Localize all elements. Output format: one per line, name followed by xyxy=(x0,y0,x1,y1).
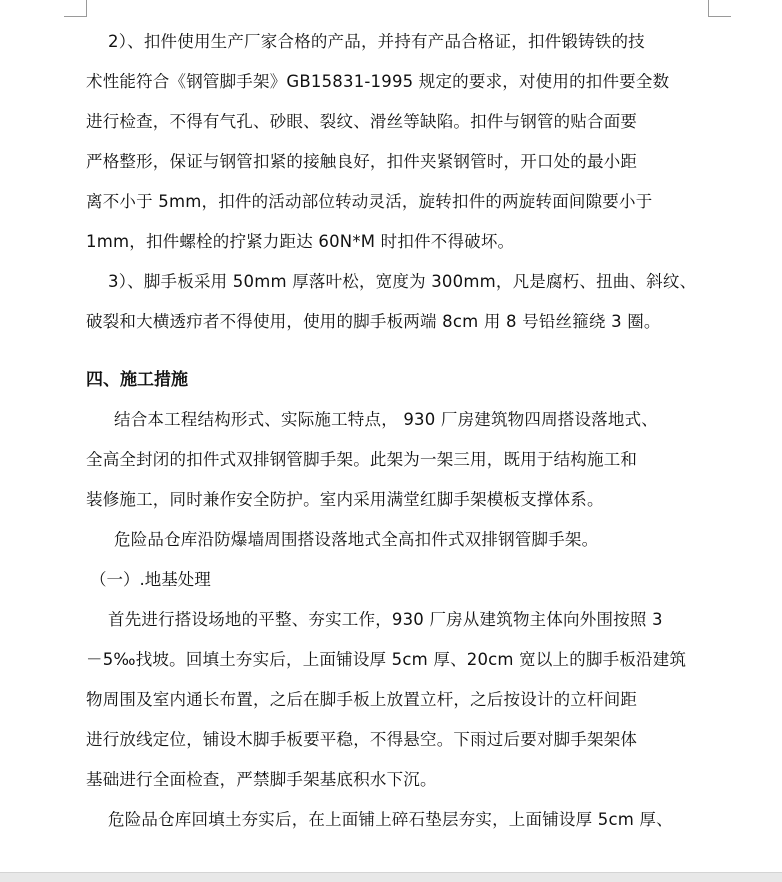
section-heading: 四、施工措施 xyxy=(86,370,188,390)
paragraph-last: 危险品仓库回填土夯实后，在上面铺上碎石垫层夯实，上面铺设厚 5cm 厚、 xyxy=(108,810,673,829)
text-line: 进行检查，不得有气孔、砂眼、裂纹、滑丝等缺陷。扣件与钢管的贴合面要 xyxy=(86,112,638,131)
text-line: 基础进行全面检查，严禁脚手架基底积水下沉。 xyxy=(86,770,437,789)
text-line: 进行放线定位，铺设木脚手板要平稳，不得悬空。下雨过后要对脚手架架体 xyxy=(86,730,638,749)
text-line: 1mm，扣件螺栓的拧紧力距达 60N*M 时扣件不得破坏。 xyxy=(86,232,515,251)
page-corner-mark-right xyxy=(708,0,731,17)
paragraph-fasteners xyxy=(86,22,710,262)
text-line: 2）、扣件使用生产厂家合格的产品，并持有产品合格证，扣件锻铸铁的技 xyxy=(108,32,645,51)
text-line: 装修施工，同时兼作安全防护。室内采用满堂红脚手架模板支撑体系。 xyxy=(86,490,604,509)
text-line: 术性能符合《钢管脚手架》GB15831-1995 规定的要求，对使用的扣件要全数 xyxy=(86,72,670,91)
paragraph-foundation xyxy=(86,600,710,800)
paragraph-boards xyxy=(86,262,710,342)
paragraph-warehouse: 危险品仓库沿防爆墙周围搭设落地式全高扣件式双排钢管脚手架。 xyxy=(114,530,599,549)
text-line: 结合本工程结构形式、实际施工特点， 930 厂房建筑物四周搭设落地式、 xyxy=(114,410,658,429)
text-line: 3）、脚手板采用 50mm 厚落叶松，宽度为 300mm，凡是腐朽、扭曲、斜纹、 xyxy=(108,272,697,291)
text-line: 严格整形，保证与钢管扣紧的接触良好，扣件夹紧钢管时，开口处的最小距 xyxy=(86,152,638,171)
text-line: 物周围及室内通长布置，之后在脚手板上放置立杆，之后按设计的立杆间距 xyxy=(86,690,638,709)
page-corner-mark-left xyxy=(64,0,87,17)
text-line: －5‰找坡。回填土夯实后，上面铺设厚 5cm 厚、20cm 宽以上的脚手板沿建筑 xyxy=(86,650,687,669)
text-line: 首先进行搭设场地的平整、夯实工作，930 厂房从建筑物主体向外围按照 3 xyxy=(108,610,663,629)
paragraph-structure xyxy=(86,400,710,520)
text-line: 离不小于 5mm，扣件的活动部位转动灵活，旋转扣件的两旋转面间隙要小于 xyxy=(86,192,653,211)
text-line: 破裂和大横透疖者不得使用，使用的脚手板两端 8cm 用 8 号铅丝箍绕 3 圈。 xyxy=(86,312,661,331)
subsection-heading: （一）.地基处理 xyxy=(90,570,211,589)
document-body xyxy=(86,22,710,840)
text-line: 全高全封闭的扣件式双排钢管脚手架。此架为一架三用，既用于结构施工和 xyxy=(86,450,638,469)
